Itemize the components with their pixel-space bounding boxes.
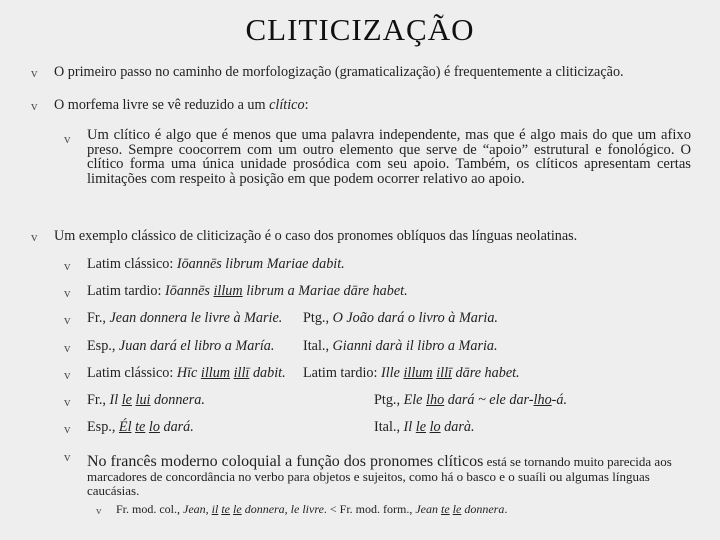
example-2: [87, 283, 408, 300]
example-3-text: Jean donnera le livre à Marie.: [109, 310, 283, 326]
example-4-label: Esp.,: [87, 338, 119, 354]
point-5-modern-french: [87, 455, 693, 499]
bullet-icon: v: [64, 421, 71, 436]
bullet-icon: v: [31, 229, 38, 244]
example-7-post: dará.: [159, 419, 194, 435]
example-6-label2: Ptg.,: [374, 392, 404, 408]
example-6-post: donnera.: [150, 392, 205, 408]
point-6-clitic: le: [233, 502, 242, 516]
example-5-clitic: illum: [403, 365, 433, 381]
point-5-rest: está se tornando muito parecida aos marcadores de concordância no verbo para objetos e sujeitos, como há o basco e o suaíli ou algumas línguas caucásias.: [87, 454, 672, 498]
point-1: O primeiro passo no caminho de morfologização (gramaticalização) é frequentemente a cliticização.: [54, 64, 624, 80]
point-2: [54, 97, 309, 114]
example-7-clitic: le: [415, 419, 427, 435]
example-6-clitic: lui: [135, 392, 151, 408]
point-6-clitic: te: [440, 502, 450, 516]
example-4-label2: Ital.,: [303, 338, 333, 354]
example-7-pre2: Il: [403, 419, 416, 435]
point-6-pre: Jean,: [183, 502, 212, 516]
example-6-pre: Il: [109, 392, 122, 408]
bullet-icon: v: [64, 367, 71, 382]
example-7-clitic: Él: [118, 419, 132, 435]
example-5-clitic: illī: [436, 365, 452, 381]
example-6-pre2: Ele: [403, 392, 427, 408]
example-2-label: Latim tardio:: [87, 283, 166, 299]
example-3-label2: Ptg.,: [303, 310, 333, 326]
example-2-post: librum a Mariae dāre habet.: [242, 283, 408, 299]
example-3-label: Fr.,: [87, 310, 110, 326]
bullet-icon: v: [64, 312, 71, 327]
example-4-text2: Gianni darà il libro a Maria.: [332, 338, 498, 354]
example-4-es: [87, 338, 274, 355]
bullet-icon: v: [31, 98, 38, 113]
example-7-it: [374, 419, 475, 436]
bullet-icon: v: [31, 65, 38, 80]
point-6-clitic: il: [211, 502, 219, 516]
example-3-fr: [87, 310, 282, 327]
example-2-clitic: illum: [213, 283, 243, 299]
point-6-end: .: [504, 502, 508, 516]
example-1-label: Latim clássico:: [87, 256, 177, 272]
example-6-post2: -á.: [551, 392, 568, 408]
example-3-text2: O João dará o livro à Maria.: [332, 310, 498, 326]
page-title: CLITICIZAÇÃO: [245, 12, 475, 47]
point-6-clitic: le: [452, 502, 462, 516]
example-7-label: Esp.,: [87, 419, 119, 435]
example-5-pre: Hīc: [176, 365, 201, 381]
example-6-label: Fr.,: [87, 392, 110, 408]
example-5-classical: [87, 365, 286, 382]
bullet-icon: v: [64, 449, 71, 464]
example-6-fr: [87, 392, 205, 409]
point-2-text: O morfema livre se vê reduzido a um: [54, 97, 270, 113]
point-6-example: [116, 502, 507, 517]
bullet-icon: v: [64, 258, 71, 273]
example-6-pt: [374, 392, 567, 409]
point-2-italic: clítico: [269, 97, 305, 113]
example-7-clitic: lo: [148, 419, 160, 435]
example-7-clitic: lo: [429, 419, 441, 435]
point-6-clitic: te: [221, 502, 231, 516]
example-4-it: [303, 338, 498, 355]
example-6-clitic: le: [121, 392, 132, 408]
example-6-mid2: dará ~ ele dar-: [444, 392, 534, 408]
example-5-post: dabit.: [249, 365, 286, 381]
example-7-es: [87, 419, 194, 436]
point-5-lead: No francês moderno coloquial a função dos pronomes clíticos: [87, 453, 484, 470]
bullet-icon: v: [64, 340, 71, 355]
point-6-post: donnera, le livre: [241, 502, 324, 516]
example-1: [87, 256, 345, 273]
example-5-post2: dāre habet.: [451, 365, 520, 381]
bullet-icon: v: [96, 505, 102, 517]
point-6-label: Fr. mod. col.,: [116, 502, 184, 516]
point-6-pre2: Jean: [415, 502, 441, 516]
point-4: Um exemplo clássico de cliticização é o caso dos pronomes oblíquos das línguas neolatinas.: [54, 228, 578, 244]
example-3-pt: [303, 310, 498, 327]
example-7-post2: darà.: [440, 419, 475, 435]
example-5-label2: Latim tardio:: [303, 365, 382, 381]
point-2-end: :: [304, 97, 309, 113]
example-7-clitic: te: [135, 419, 146, 435]
example-5-pre2: Ille: [381, 365, 404, 381]
example-5-clitic: illum: [200, 365, 231, 381]
point-6-mid: . < Fr. mod. form.,: [323, 502, 416, 516]
bullet-icon: v: [64, 394, 71, 409]
bullet-icon: v: [64, 285, 71, 300]
point-6-post2: donnera: [461, 502, 505, 516]
example-1-text: Iōannēs librum Mariae dabit.: [176, 256, 345, 272]
example-5-clitic: illī: [233, 365, 250, 381]
example-5-label: Latim clássico:: [87, 365, 177, 381]
example-2-pre: Iōannēs: [165, 283, 214, 299]
example-7-label2: Ital.,: [374, 419, 404, 435]
bullet-icon: v: [64, 131, 71, 146]
example-6-clitic: lho: [426, 392, 445, 408]
point-3-clitic-definition: Um clítico é algo que é menos que uma palavra independente, mas que é algo mais do que um afixo preso. Sempre coocorrem com um outro elemento que serve de “apoio” estrutural e fonológico. O clítico forma uma única unidade prosódica com seu apoio. Também, os clíticos apresentam certas limitações com respeito à posição em que podem ocorrer relativo ao apoio.: [87, 127, 691, 187]
example-4-text: Juan dará el libro a María.: [118, 338, 275, 354]
example-5-late: [303, 365, 520, 382]
example-6-clitic: lho: [533, 392, 552, 408]
